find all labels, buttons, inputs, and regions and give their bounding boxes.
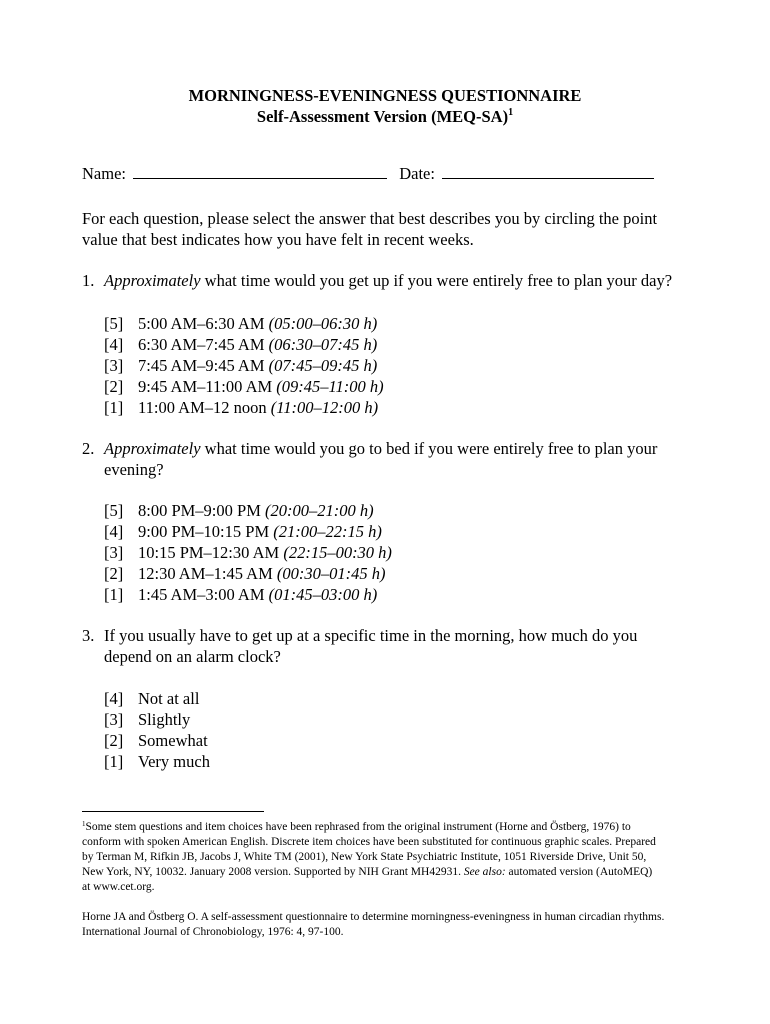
question-3-number: 3. — [82, 626, 95, 645]
instructions-line-2: value that best indicates how you have felt in recent weeks. — [82, 230, 474, 249]
footnote-see-also: See also: — [463, 866, 506, 878]
option-label: Very much — [138, 752, 210, 771]
question-1-emphasis: Approximately — [104, 271, 201, 290]
option-label: 8:00 PM–9:00 PM — [138, 501, 265, 520]
footnote-line-1: Some stem questions and item choices have been rephrased from the original instrument (Horne and Östberg, 1976) to — [85, 821, 631, 833]
document-subtitle — [0, 107, 770, 127]
option-label: 12:30 AM–1:45 AM — [138, 564, 277, 583]
question-2-line-1: what time would you go to bed if you were entirely free to plan your — [200, 439, 658, 458]
option-points: [3] — [104, 356, 124, 375]
option-label: Somewhat — [138, 731, 208, 750]
date-label: Date: — [399, 164, 435, 183]
option[interactable] — [104, 376, 384, 397]
option[interactable] — [104, 584, 392, 605]
option[interactable] — [104, 730, 210, 751]
option-label: 1:45 AM–3:00 AM — [138, 585, 269, 604]
option[interactable] — [104, 751, 210, 772]
option[interactable] — [104, 521, 392, 542]
option-24h: (20:00–21:00 h) — [265, 501, 374, 520]
reference-line-1: Horne JA and Östberg O. A self-assessment questionnaire to determine morningness-eveningness in human circadian rhythms. — [82, 911, 665, 923]
option-24h: (21:00–22:15 h) — [273, 522, 382, 541]
question-3-text — [104, 625, 744, 667]
option-points: [1] — [104, 752, 124, 771]
footnote-line-4: New York, NY, 10032. January 2008 version. Supported by NIH Grant MH42931. — [82, 866, 464, 878]
option-24h: (05:00–06:30 h) — [268, 314, 378, 333]
footnote-line-2: conform with spoken American English. Discrete item choices have been substituted for continuous graphic scales. Prepared — [82, 836, 656, 848]
option-points: [3] — [104, 710, 124, 729]
option-24h: (06:30–07:45 h) — [268, 335, 378, 354]
option[interactable] — [104, 397, 384, 418]
name-label: Name: — [82, 164, 126, 183]
footnote-line-3: by Terman M, Rifkin JB, Jacobs J, White TM (2001), New York State Psychiatric Institute, 1051 Riverside Drive, Unit 50, — [82, 851, 647, 863]
question-3-line-1: If you usually have to get up at a specific time in the morning, how much do you — [104, 626, 638, 645]
option-label: 5:00 AM–6:30 AM — [138, 314, 269, 333]
option-label: Slightly — [138, 710, 191, 729]
option-24h: (09:45–11:00 h) — [276, 377, 384, 396]
option-label: 6:30 AM–7:45 AM — [138, 335, 269, 354]
option[interactable] — [104, 500, 392, 521]
option[interactable] — [104, 313, 384, 334]
option-points: [2] — [104, 731, 124, 750]
option[interactable] — [104, 542, 392, 563]
subtitle-text: Self-Assessment Version (MEQ-SA) — [256, 107, 509, 126]
option[interactable] — [104, 355, 384, 376]
question-2-number: 2. — [82, 439, 95, 458]
reference — [82, 910, 722, 940]
option[interactable] — [104, 563, 392, 584]
instructions-line-1: For each question, please select the answer that best describes you by circling the point — [82, 209, 658, 228]
option-points: [1] — [104, 585, 124, 604]
option[interactable] — [104, 334, 384, 355]
option-points: [5] — [104, 501, 124, 520]
option-points: [4] — [104, 522, 124, 541]
question-1-options — [104, 313, 384, 418]
footnote-mark: 1 — [508, 107, 514, 118]
option-points: [2] — [104, 377, 124, 396]
option-label: Not at all — [138, 689, 200, 708]
option-points: [4] — [104, 335, 124, 354]
question-2-options — [104, 500, 392, 605]
date-blank[interactable] — [442, 163, 654, 179]
option-label: 11:00 AM–12 noon — [138, 398, 271, 417]
name-date-row — [82, 163, 654, 184]
option-points: [4] — [104, 689, 124, 708]
option-24h: (00:30–01:45 h) — [276, 564, 386, 583]
footnote-line-5: at www.cet.org. — [82, 881, 155, 893]
option-points: [2] — [104, 564, 124, 583]
option-label: 9:00 PM–10:15 PM — [138, 522, 274, 541]
question-1-line-1: what time would you get up if you were entirely free to plan your day? — [200, 271, 673, 290]
option-points: [3] — [104, 543, 124, 562]
question-2-line-2: evening? — [104, 460, 164, 479]
option-24h: (11:00–12:00 h) — [270, 398, 379, 417]
footnote — [82, 820, 722, 895]
name-blank[interactable] — [133, 163, 387, 179]
question-2-text — [104, 438, 744, 480]
question-3-options — [104, 688, 210, 772]
question-1-number: 1. — [82, 271, 95, 290]
option-24h: (01:45–03:00 h) — [268, 585, 378, 604]
question-3-line-2: depend on an alarm clock? — [104, 647, 281, 666]
option-points: [1] — [104, 398, 124, 417]
footnote-mark: 1 — [82, 820, 86, 828]
reference-line-2: International Journal of Chronobiology, 1976: 4, 97-100. — [82, 926, 344, 938]
option-label: 9:45 AM–11:00 AM — [138, 377, 277, 396]
option-24h: (22:15–00:30 h) — [283, 543, 392, 562]
footnote-line-4-end: automated version (AutoMEQ) — [505, 866, 653, 878]
option-label: 7:45 AM–9:45 AM — [138, 356, 269, 375]
option-label: 10:15 PM–12:30 AM — [138, 543, 284, 562]
option-points: [5] — [104, 314, 124, 333]
option-24h: (07:45–09:45 h) — [268, 356, 378, 375]
document-title: MORNINGNESS-EVENINGNESS QUESTIONNAIRE — [188, 86, 582, 105]
question-1-text — [104, 270, 744, 291]
option[interactable] — [104, 688, 210, 709]
option[interactable] — [104, 709, 210, 730]
footnote-divider — [82, 811, 264, 812]
question-2-emphasis: Approximately — [104, 439, 201, 458]
